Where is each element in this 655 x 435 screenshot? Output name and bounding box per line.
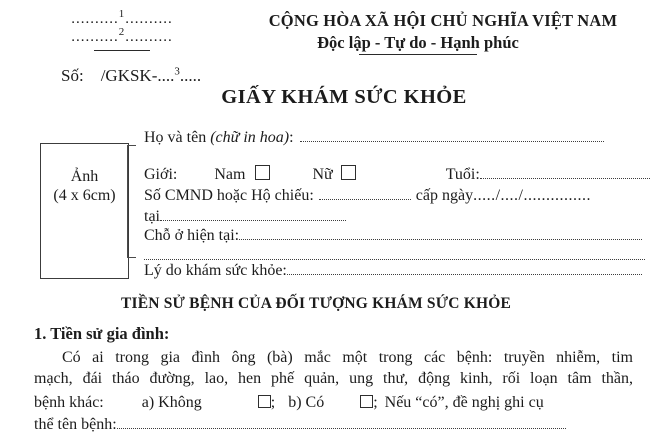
reason-label: Lý do khám sức khỏe: [144, 262, 287, 279]
address-input-line[interactable] [239, 226, 642, 240]
male-label: Nam [214, 166, 246, 183]
female-checkbox[interactable] [341, 165, 356, 180]
address-input-line-2[interactable] [144, 246, 645, 260]
reference-line-1-dots-right: .......... [125, 11, 173, 27]
if-yes-note: Nếu “có”, đề nghị ghi cụ [384, 394, 544, 411]
national-motto: Độc lập - Tự do - Hạnh phúc [317, 33, 519, 52]
reason-input-line[interactable] [287, 261, 642, 275]
male-checkbox[interactable] [255, 165, 270, 180]
no-checkbox[interactable] [258, 395, 271, 408]
address-row [144, 226, 650, 246]
reference-line-2-dots-left: .......... [71, 29, 119, 45]
gender-row [144, 164, 650, 186]
reference-block [58, 10, 186, 51]
option-yes-label: b) Có [288, 394, 325, 411]
name-input-line[interactable] [300, 128, 604, 142]
id-input-line[interactable] [319, 186, 411, 200]
address-continuation-row [144, 246, 650, 257]
age-label: Tuổi: [445, 166, 480, 183]
address-label: Chỗ ở hiện tại: [144, 227, 240, 244]
issue-place-input-line[interactable] [160, 207, 346, 221]
disease-name-label: thể tên bệnh: [34, 416, 117, 433]
photo-box-label: Ảnh [70, 168, 99, 185]
disease-name-input-line[interactable] [117, 415, 566, 429]
info-left-border [127, 145, 128, 258]
age-input-line[interactable] [480, 165, 650, 179]
personal-info-section [144, 128, 650, 282]
gender-label: Giới: [144, 166, 178, 183]
national-header-line1: CỘNG HÒA XÃ HỘI CHỦ NGHĨA VIỆT NAM [268, 11, 618, 30]
footnote-marker-2: 2 [118, 26, 126, 38]
reference-underline [94, 50, 150, 51]
reference-line-2 [58, 28, 186, 46]
issue-place-row [144, 207, 650, 226]
yes-checkbox[interactable] [360, 395, 373, 408]
page-title: GIẤY KHÁM SỨC KHỎE [221, 86, 467, 108]
photo-box-size: (4 x 6cm) [53, 187, 116, 204]
document-number-line [61, 66, 201, 86]
footnote-marker-1: 1 [118, 8, 126, 20]
semicolon-a: ; [270, 394, 276, 411]
national-motto-wrap [233, 33, 603, 55]
id-label: Số CMND hoặc Hộ chiếu: [144, 187, 314, 204]
issue-date-label: cấp ngày [415, 187, 474, 204]
female-label: Nữ [312, 166, 333, 183]
document-number-value [101, 66, 201, 85]
reference-line-2-dots-right: .......... [125, 29, 173, 45]
name-note: (chữ in hoa) [210, 129, 290, 146]
issue-date-input-line[interactable]: ...../..../............... [473, 187, 591, 204]
family-history-line1: Có ai trong gia đình ông (bà) mắc một trong các bệnh: truyền nhiễm, tim [62, 349, 633, 366]
id-row [144, 186, 650, 207]
name-colon: : [289, 129, 294, 146]
issue-place-label: tại [144, 208, 160, 225]
family-history-section [34, 324, 633, 435]
family-history-line2: mạch, đái tháo đường, lao, hen phế quản, ung thư, động kinh, rối loạn tâm thần, [34, 370, 633, 387]
disease-name-row [34, 414, 633, 435]
name-label: Họ và tên [144, 129, 207, 146]
family-history-heading: 1. Tiền sử gia đình: [34, 324, 170, 343]
document-number-label: Số: [61, 66, 84, 85]
family-history-options-row [34, 392, 633, 413]
semicolon-b: ; [373, 394, 378, 411]
motto-underline [359, 54, 477, 55]
reason-row [144, 261, 650, 282]
document-number-prefix: /GKSK-.... [100, 66, 175, 85]
footnote-marker-3: 3 [174, 65, 180, 78]
other-diseases-label: bệnh khác: [34, 394, 104, 411]
section-title: TIỀN SỬ BỆNH CỦA ĐỐI TƯỢNG KHÁM SỨC KHỎE [120, 295, 512, 312]
document-number-suffix: ..... [179, 66, 202, 85]
photo-box [40, 143, 129, 279]
reference-line-1-dots-left: .......... [71, 11, 119, 27]
name-row [144, 128, 650, 150]
option-no-label: a) Không [141, 394, 202, 411]
national-header [233, 11, 653, 55]
